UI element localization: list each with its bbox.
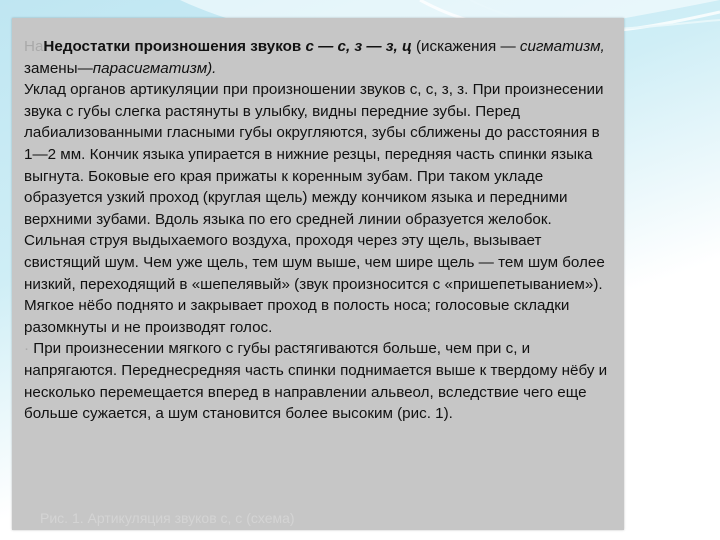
paragraph-2-wrap [24, 338, 612, 424]
heading-sounds: с — с, з — з, ц [305, 38, 412, 55]
slide-text [24, 36, 612, 425]
heading-rest-2: замены— [24, 59, 93, 77]
heading-italic-2: парасигматизм). [92, 59, 217, 77]
heading-prefix: На [24, 38, 44, 55]
heading-italic-1: сигматизм, [519, 38, 605, 55]
faded-footer-caption: Рис. 1. Артикуляция звуков с, с (схема) [40, 510, 295, 526]
heading-bold: Недостатки произношения звуков [43, 38, 306, 55]
paragraph-1: Уклад органов артикуляции при произношении звуков с, с, з, з. При произнесении звука с губы слегка растянуты в улыбку, видны передние зубы. Перед лабиализованными гласными губы округляются, зубы сближены до расстояния в 1—2 мм. Кончик языка упирается в нижние резцы, передняя часть спинки языка выгнута. Боковые его края прижаты к коренным зубам. При таком укладе образуется узкий проход (круглая щель) между кончиком языка и передними верхними зубами. Вдоль языка по его средней линии образуется желобок. Сильная струя выдыхаемого воздуха, проходя через эту щель, вызывает свистящий шум. Чем уже щель, тем шум выше, чем шире щель — тем шум более низкий, переходящий в «шепелявый» (звук произносится с «пришепетыванием»). Мягкое нёбо поднято и закрывает проход в полость носа; голосовые складки разомкнуты и не производят голос. [24, 81, 605, 336]
paragraph-2: При произнесении мягкого с губы растягиваются больше, чем при с, и напрягаются. Переднесредняя часть спинки поднимается выше к твердому нёбу и несколько перемещается вперед в направлении альвеол, вследствие чего еще больше сужается, а шум становится более высоким (рис. 1). [24, 340, 608, 423]
heading-rest-1: (искажения — [411, 38, 516, 55]
slide-heading [24, 36, 612, 79]
paragraph-bullet: · [24, 340, 30, 358]
